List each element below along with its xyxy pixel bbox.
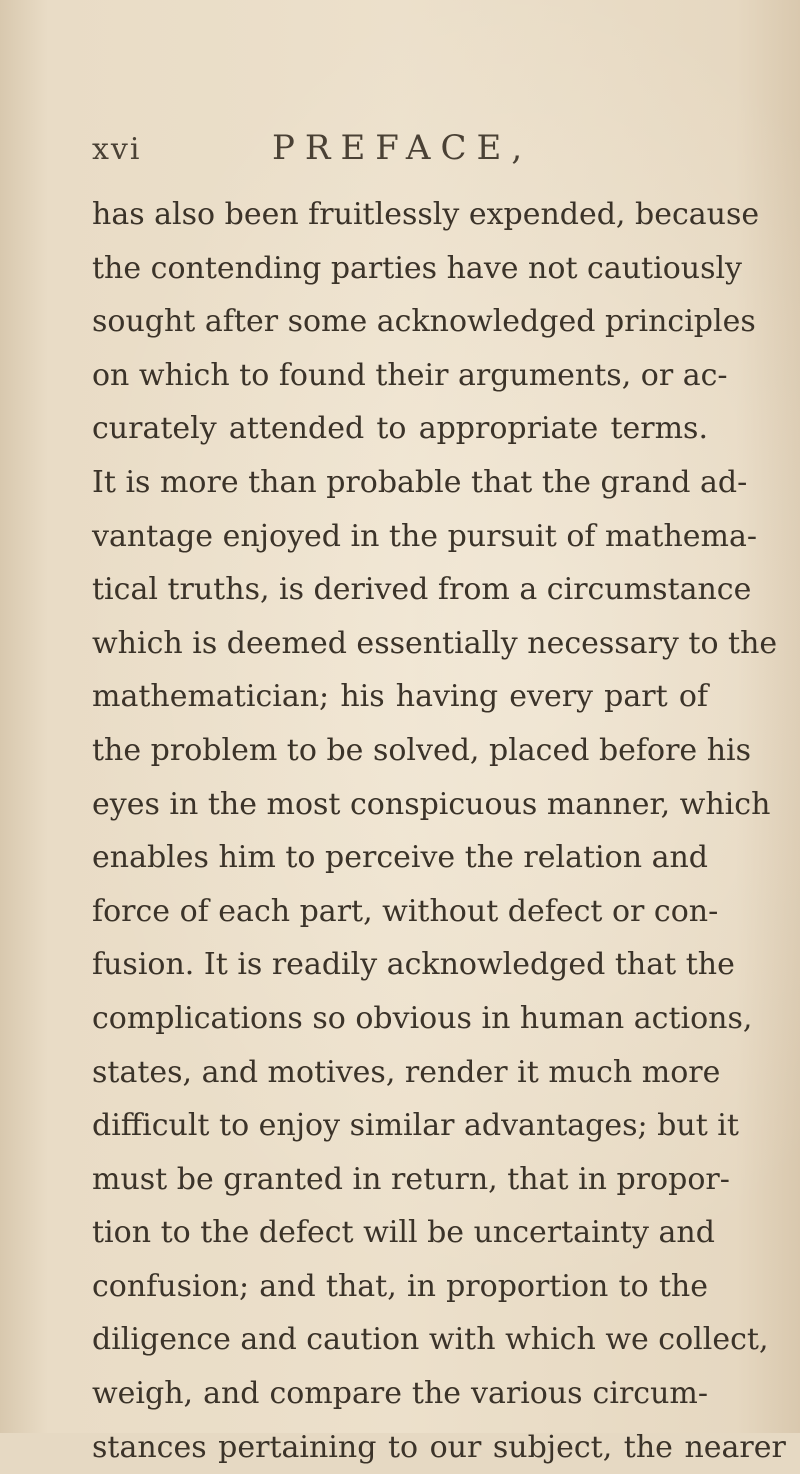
text-line: diligence and caution with which we collect,	[92, 1322, 769, 1358]
page-header	[92, 128, 732, 168]
text-line: tical truths, is derived from a circumstance	[92, 572, 752, 608]
text-line: force of each part, without defect or con-	[92, 893, 719, 929]
text-line: on which to found their arguments, or ac-	[92, 357, 728, 393]
text-line: must be granted in return, that in propor-	[92, 1161, 730, 1197]
page-number: xvi	[92, 132, 142, 167]
text-line: curately attended to appropriate terms.	[92, 411, 708, 447]
text-line: which is deemed essentially necessary to the	[92, 625, 778, 661]
text-line: mathematician; his having every part of	[92, 679, 708, 715]
text-line: complications so obvious in human actions,	[92, 1000, 753, 1036]
text-line: sought after some acknowledged principles	[92, 304, 756, 340]
text-line: difficult to enjoy similar advantages; but it	[92, 1108, 739, 1144]
text-line: the contending parties have not cautiously	[92, 250, 743, 286]
text-line: weigh, and compare the various circum-	[92, 1376, 708, 1412]
text-line: has also been fruitlessly expended, because	[92, 197, 760, 232]
text-line: eyes in the most conspicuous manner, which	[92, 786, 771, 822]
text-line: enables him to perceive the relation and	[92, 840, 708, 876]
running-head: PREFACE,	[272, 128, 533, 168]
text-line: tion to the defect will be uncertainty and	[92, 1215, 715, 1251]
text-line: states, and motives, render it much more	[92, 1054, 721, 1090]
text-line: confusion; and that, in proportion to the	[92, 1268, 708, 1304]
text-line: fusion. It is readily acknowledged that the	[92, 947, 735, 983]
body-text	[92, 188, 786, 1474]
text-line: It is more than probable that the grand ad-	[92, 464, 748, 500]
text-line: stances pertaining to our subject, the nearer	[92, 1429, 786, 1465]
text-line: the problem to be solved, placed before his	[92, 732, 752, 768]
text-line: vantage enjoyed in the pursuit of mathema-	[92, 518, 757, 554]
